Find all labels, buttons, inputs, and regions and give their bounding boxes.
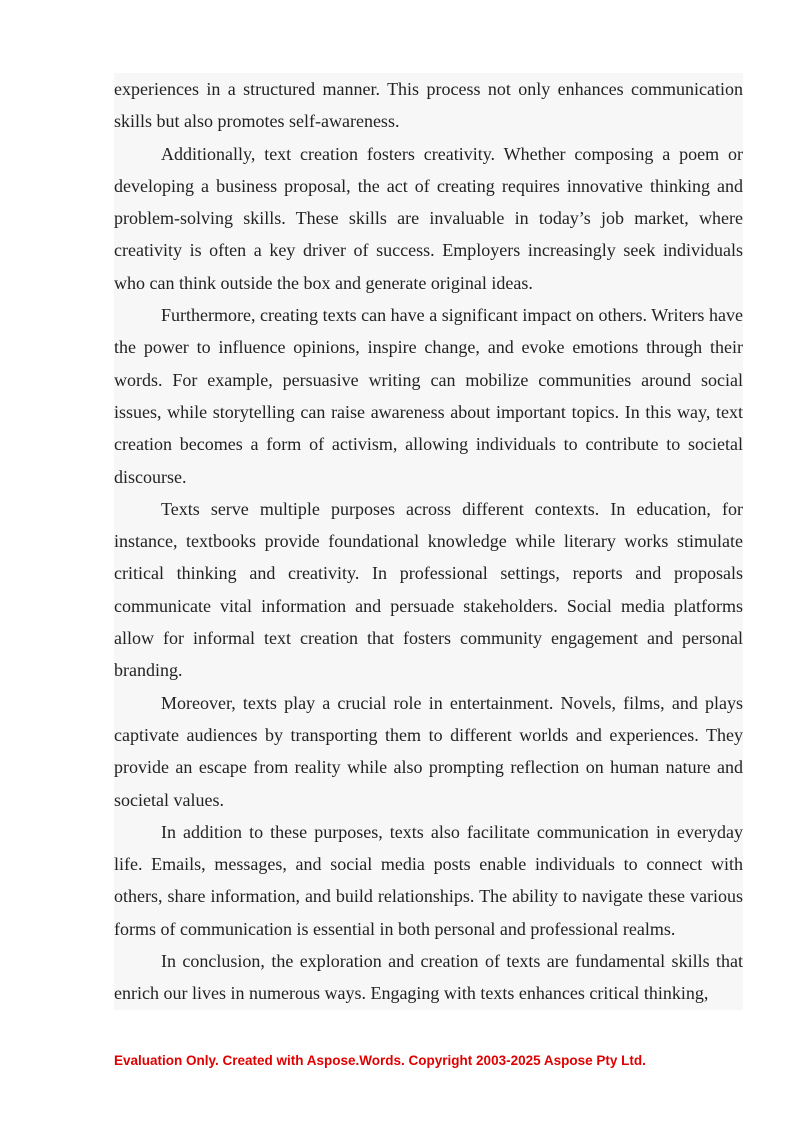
paragraph-conclusion: In conclusion, the exploration and creation of texts are fundamental skills that enrich our lives in numerous ways. Engaging with texts enhances critical thinking, (114, 951, 743, 1004)
paragraph-creativity: Additionally, text creation fosters creativity. Whether composing a poem or developing a business proposal, the act of creating requires innovative thinking and problem-solving skills. These skills are invaluable in today’s job market, where creativity is often a key driver of success. Employers increasingly seek individuals who can think outside the box and generate original ideas. (114, 143, 743, 293)
evaluation-watermark: Evaluation Only. Created with Aspose.Words. Copyright 2003-2025 Aspose Pty Ltd. (114, 1053, 646, 1068)
paragraph-impact: Furthermore, creating texts can have a significant impact on others. Writers have the power to influence opinions, inspire change, and evoke emotions through their words. For example, persuasive writing can mobilize communities around social issues, while storytelling can raise awareness about important topics. In this way, text creation becomes a form of activism, allowing individuals to contribute to societal discourse. (114, 305, 743, 487)
document-body (114, 73, 743, 1010)
paragraph-purposes: Texts serve multiple purposes across different contexts. In education, for instance, textbooks provide foundational knowledge while literary works stimulate critical thinking and creativity. In professional settings, reports and proposals communicate vital information and persuade stakeholders. Social media platforms allow for informal text creation that fosters community engagement and personal branding. (114, 498, 743, 681)
paragraph-entertainment: Moreover, texts play a crucial role in entertainment. Novels, films, and plays captivate audiences by transporting them to different worlds and experiences. They provide an escape from reality while also prompting reflection on human nature and societal values. (114, 692, 743, 810)
paragraph-continuation: experiences in a structured manner. This process not only enhances communication skills but also promotes self-awareness. (114, 79, 743, 132)
paragraph-communication: In addition to these purposes, texts also facilitate communication in everyday life. Emails, messages, and social media posts enable individuals to connect with others, share information, and build relationships. The ability to navigate these various forms of communication is essential in both personal and professional realms. (114, 821, 743, 939)
